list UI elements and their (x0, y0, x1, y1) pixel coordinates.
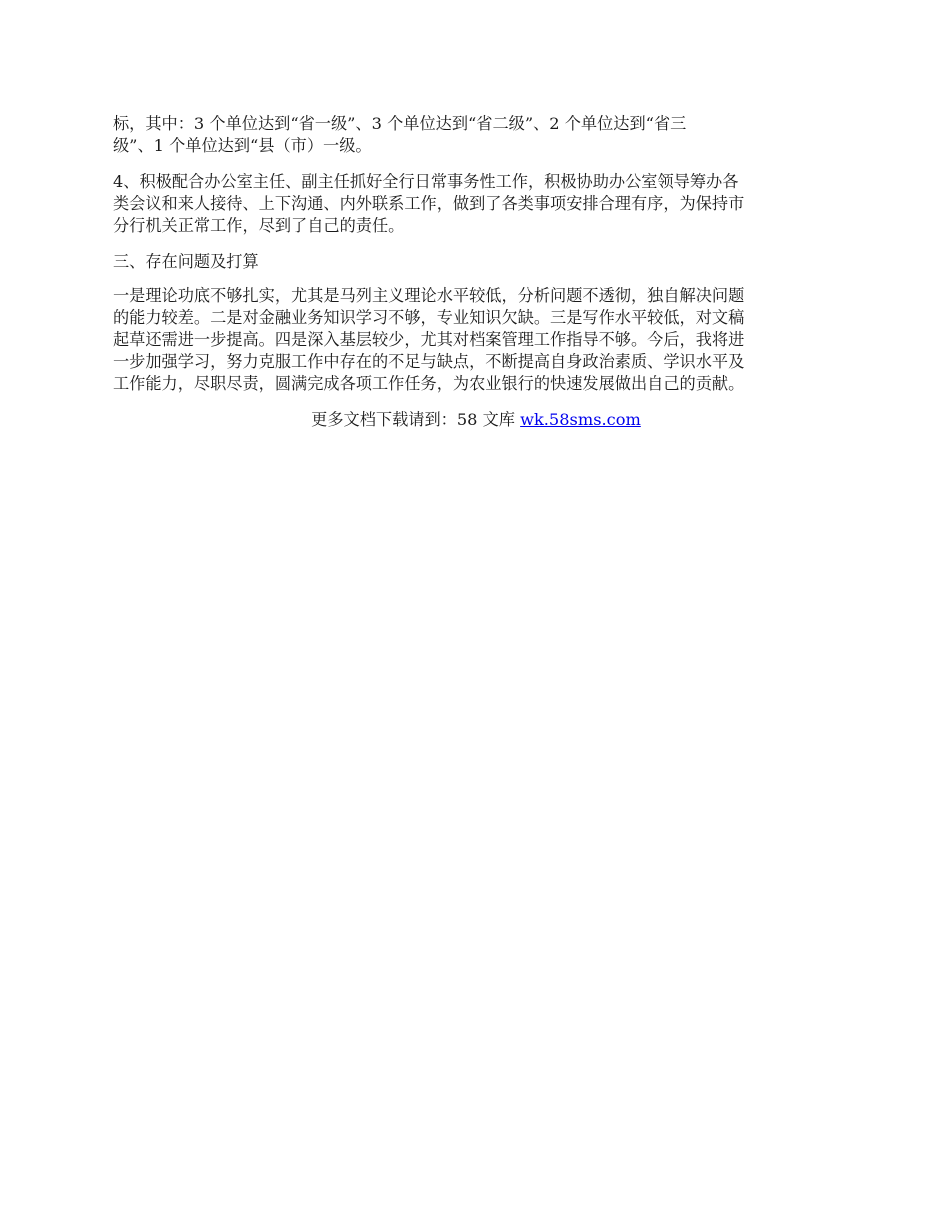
text-line: 起草还需进一步提高。四是深入基层较少，尤其对档案管理工作指导不够。今后，我将进 (113, 330, 745, 349)
text-line: 的能力较差。二是对金融业务知识学习不够，专业知识欠缺。三是写作水平较低，对文稿 (113, 308, 745, 327)
text-line: 分行机关正常工作，尽到了自己的责任。 (113, 216, 405, 235)
paragraph-unit-ratings (113, 113, 839, 157)
section-heading-problems-plans (113, 251, 839, 273)
paragraph-problems-plans (113, 285, 839, 395)
footer-download-link[interactable]: wk.58sms.com (520, 410, 641, 429)
footer-prefix-text: 更多文档下载请到：58 文库 (311, 410, 521, 429)
text-line: 一是理论功底不够扎实，尤其是马列主义理论水平较低，分析问题不透彻，独自解决问题 (113, 286, 745, 305)
text-line: 4、积极配合办公室主任、副主任抓好全行日常事务性工作，积极协助办公室领导筹办各 (113, 172, 739, 191)
text-line: 三、存在问题及打算 (113, 252, 259, 271)
download-footer (113, 409, 839, 431)
text-line: 工作能力，尽职尽责，圆满完成各项工作任务，为农业银行的快速发展做出自己的贡献。 (113, 374, 745, 393)
text-line: 一步加强学习，努力克服工作中存在的不足与缺点，不断提高自身政治素质、学识水平及 (113, 352, 745, 371)
paragraph-office-work (113, 171, 839, 237)
text-line: 类会议和来人接待、上下沟通、内外联系工作，做到了各类事项安排合理有序，为保持市 (113, 194, 745, 213)
document-page (113, 113, 839, 431)
text-line: 级”、1 个单位达到“县（市）一级。 (113, 136, 372, 155)
text-line: 标，其中：3 个单位达到“省一级”、3 个单位达到“省二级”、2 个单位达到“省三 (113, 114, 687, 133)
